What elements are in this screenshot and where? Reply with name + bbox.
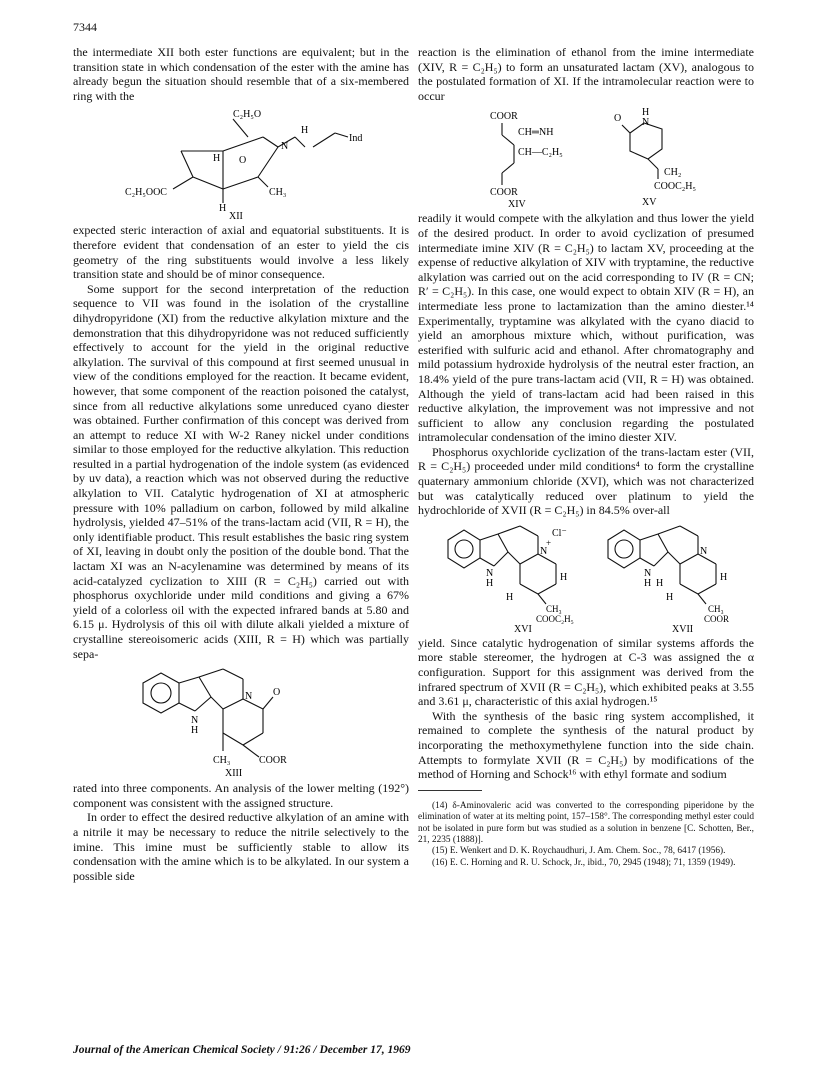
xv-label: XV	[642, 197, 657, 208]
left-paragraph-2: expected steric interaction of axial and equatorial substituents. It is therefore evident that condensation of an ester to yield the cis geometry of the ring substituents would involve a less likely transition state and should be of minor consequence.	[73, 223, 409, 282]
xv-atom-o: O	[614, 113, 622, 125]
structure-xii	[73, 107, 409, 219]
left-paragraph-5: In order to effect the desired reductive alkylation of an amine with a nitrile it may be necessary to reduce the nitrile selectively to the imine. This imine must be sufficiently stable to allow its condensation with the amine which is to be alkylated. In our system a possible side	[73, 810, 409, 883]
left-column	[73, 45, 409, 883]
xvii-atom-coor: COOR	[704, 613, 730, 624]
xiii-atom-coor: COOR	[259, 755, 287, 767]
footnote-rule	[418, 790, 482, 791]
xii-label: XII	[229, 211, 243, 220]
left-paragraph-1: the intermediate XII both ester functions are equivalent; but in the transition state in which condensation of the ester with the amine has already begun the situation should resemble that of a six-membered ring with the	[73, 45, 409, 103]
footnotes	[418, 801, 754, 869]
xvi-atom-ch3: CH₃	[546, 603, 562, 614]
xiv-atom-coor-bottom: COOR	[490, 187, 518, 199]
xii-atom-h-bottom: H	[219, 203, 227, 215]
xvii-atom-ch3: CH₃	[708, 603, 724, 614]
structures-xvi-xvii	[418, 522, 754, 632]
right-paragraph-2: readily it would compete with the alkylation and thus lower the yield of the desired product. In order to avoid cyclization of presumed intermediate imine XIV (R = C₂H₅) to lactam XV, proceeding at the expense of reductive alkylation of XIV with tryptamine, the reductive alkylation was carried out on the acid corresponding to IV (R = CN; R′ = C₂H₅). In this case, one would expect to obtain XIV (R = H), an intermediate less prone to lactamization than the amino diester.¹⁴ Experimentally, tryptamine was alkylated with the cyano diacid to yield an amorphous mixture which, without purification, was esterified with sulfuric acid and ethanol. After chromatography and mild potassium hydroxide hydrolysis of the neutral ester fraction, an 18.4% yield of the pure trans-lactam acid (VII, R = H) was obtained. Although the yield of trans-lactam acid had been raised in this reductive alkylation, the improvement was not impressive and not sufficient to allow any conclusion regarding the postulated intramolecular condensation of the imino diester XIV.	[418, 211, 754, 445]
xiv-atom-ch-c2h5: CH—C₂H₅	[518, 147, 563, 159]
xvi-atom-h-right: H	[560, 571, 568, 583]
xv-atom-ch2: CH₂	[664, 167, 682, 179]
xiii-atom-o: O	[273, 687, 281, 699]
footnote-16: (16) E. C. Horning and R. U. Schock, Jr., ibid., 70, 2945 (1948); 71, 1359 (1949).	[432, 857, 736, 868]
xii-atom-ch3: CH₃	[269, 187, 287, 199]
xii-atom-h-ring: H	[213, 153, 221, 165]
xii-atom-c2h5ooc: C₂H₅OOC	[125, 187, 167, 199]
xiii-atom-h: H	[191, 725, 199, 737]
structure-xiii	[73, 665, 409, 777]
footnote-14: (14) δ-Aminovaleric acid was converted to the corresponding piperidone by the elimination of water at its melting point, 157–158°. The corresponding methyl ester could not be isolated in pure form but was studied as a solution in benzene [C. Schotten, Ber., 21, 2235 (1888)].	[418, 800, 754, 845]
footnote-15: (15) E. Wenkert and D. K. Roychaudhuri, J. Am. Chem. Soc., 78, 6417 (1956).	[432, 846, 726, 857]
xvii-atom-n-indole: N	[644, 567, 652, 579]
xii-atom-o: O	[239, 155, 247, 167]
xii-atom-ind: Ind	[349, 133, 363, 145]
xvi-atom-cooc2h5: COOC₂H₅	[536, 613, 574, 624]
xiv-atom-ch-nh: CH═NH	[518, 127, 554, 139]
xv-atom-cooc2h5: COOC₂H₅	[654, 181, 696, 193]
left-paragraph-3: Some support for the second interpretation of the reduction sequence to VII was found in the isolation of the crystalline dihydropyridone (XI) from the reductive alkylation mixture and the demonstration that this dihydropyridone was not reduced sufficiently effectively to account for the yield in the original reductive alkylation. The survival of this compound at first seemed unusual in view of the conditions employed for the reaction. It became evident, however, that some component of the reaction poisoned the catalyst, since from all reductive alkylations some unreduced cyano diester was obtained. Further confirmation of this concept was derived from an attempt to reduce XI with W-2 Raney nickel under conditions similar to those employed for the reductive alkylation. This reduction resulted in a partial hydrogenation of the indole system (as evidenced by uv data), a reaction which was not observed during the reductive alkylation to VII. Catalytic hydrogenation of XI at atmospheric pressure with 10% palladium on carbon, followed by mild alkaline hydrolysis, yielded 47–51% of the trans-lactam acid (VII, R = H), the only identifiable product. This result establishes the basic ring system of XI, leaving in doubt only the position of the double bond. That the lactam XI was an N-acylenamine was determined by means of its acid-catalyzed cyclization to XIII (R = C₂H₅) carried out with phosphorus oxychloride under mild conditions and giving a 67% yield of a colorless oil with the expected infrared bands at 5.80 and 6.15 μ. Hydrolysis of this oil with dilute alkali yielded a mixture of crystalline stereoisomeric acids (XIII, R = H) which was partially sepa-	[73, 281, 409, 661]
xvi-atom-n-indole: N	[486, 567, 494, 579]
xvii-label: XVII	[672, 623, 694, 632]
xiii-atom-ch3: CH₃	[213, 755, 231, 767]
xvi-label: XVI	[514, 623, 532, 632]
right-column	[418, 45, 754, 869]
journal-footer: Journal of the American Chemical Society / 91:26 / December 17, 1969	[73, 1044, 411, 1056]
xvi-atom-h-left: H	[506, 591, 514, 603]
xii-atom-c2h5o: C₂H₅O	[233, 109, 262, 121]
structures-xiv-xv	[418, 107, 754, 207]
xvii-atom-h-left: H	[666, 591, 674, 603]
left-paragraph-4: rated into three components. An analysis of the lower melting (192°) component was consistent with the assigned structure.	[73, 781, 409, 810]
xvi-atom-n: N	[540, 545, 548, 557]
xiii-atom-n-indole: N	[191, 715, 199, 727]
page-number: 7344	[73, 20, 97, 34]
xvii-atom-h-c3: H	[656, 577, 664, 589]
right-paragraph-5: With the synthesis of the basic ring system accomplished, it remained to complete the synthesis of the natural product by incorporating the methoxymethylene function into the side chain. Attempts to formylate XVII (R = C₂H₅) by modifications of the method of Horning and Schock¹⁶ with ethyl formate and sodium	[418, 708, 754, 782]
right-paragraph-4: yield. Since catalytic hydrogenation of similar systems affords the more stable stereomer, the hydrogen at C-3 was assigned the α configuration. Support for this assignment was derived from the infrared spectrum of XVII (R = C₂H₅), which exhibited peaks at 3.55 and 3.61 μ, characteristic of this axial hydrogen.¹⁵	[418, 635, 754, 709]
xvi-atom-h-nh: H	[486, 577, 494, 589]
xvii-atom-h-right: H	[720, 571, 728, 583]
xiii-atom-n: N	[245, 691, 253, 703]
xvi-atom-plus: +	[546, 537, 552, 548]
xv-atom-h: H	[642, 107, 650, 119]
xii-atom-n: N	[281, 141, 289, 153]
xiv-label: XIV	[508, 199, 526, 208]
xiii-label: XIII	[225, 768, 243, 778]
xvi-atom-cl: Cl⁻	[552, 527, 567, 539]
xiv-atom-coor-top: COOR	[490, 111, 518, 123]
xvii-atom-n: N	[700, 545, 708, 557]
xvii-atom-h-nh: H	[644, 577, 652, 589]
xii-atom-h-top: H	[301, 125, 309, 137]
right-paragraph-1: reaction is the elimination of ethanol from the imine intermediate (XIV, R = C₂H₅) to form an unsaturated lactam (XV), analogous to the postulated formation of XI. If the intramolecular reaction were to occur	[418, 45, 754, 103]
xv-atom-n: N	[642, 117, 650, 129]
right-paragraph-3: Phosphorus oxychloride cyclization of the trans-lactam ester (VII, R = C₂H₅) proceeded under mild conditions⁴ to form the crystalline quaternary ammonium chloride (XVI), which was not characterized but was catalytically reduced over platinum to yield the hydrochloride of XVII (R = C₂H₅) in 84.5% over-all	[418, 444, 754, 518]
